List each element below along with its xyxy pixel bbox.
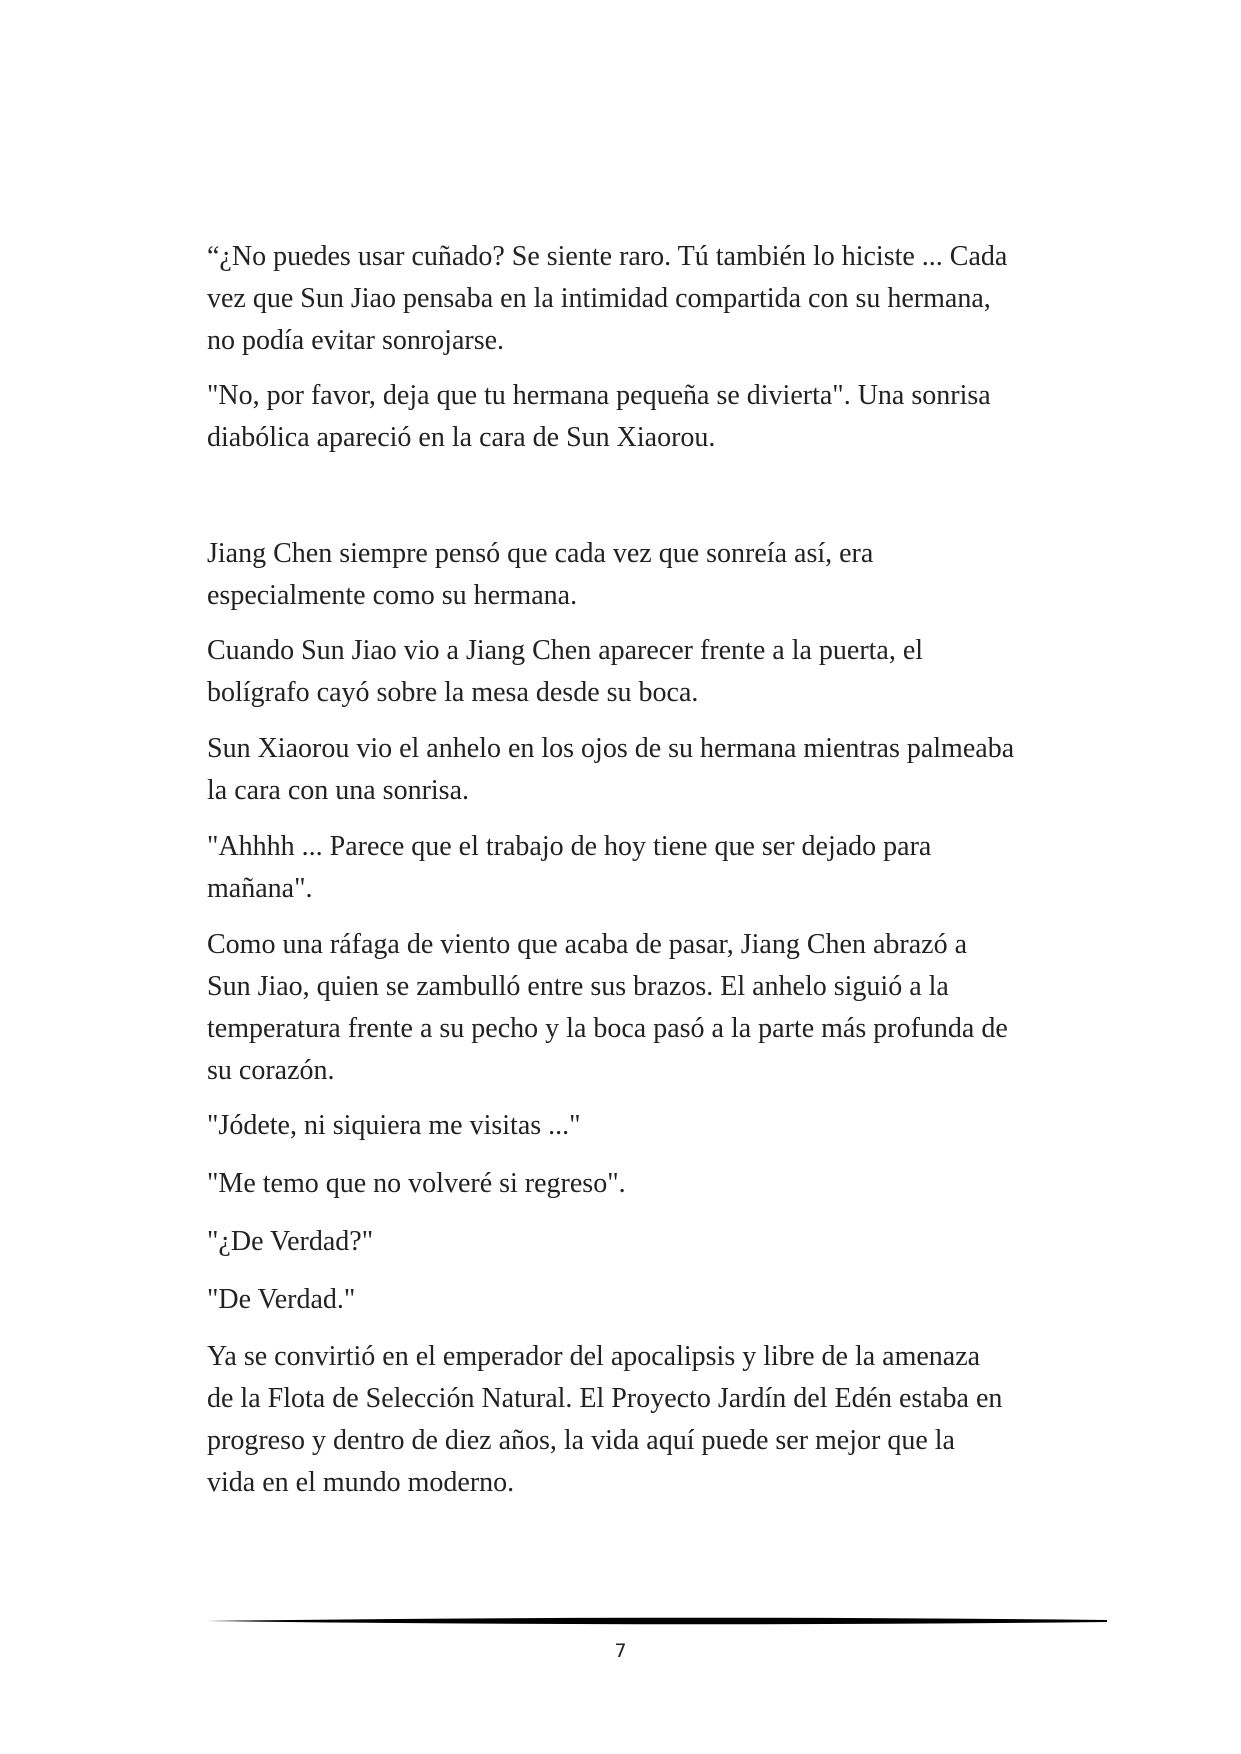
text-line: "¿De Verdad?" bbox=[207, 1226, 374, 1257]
paragraph bbox=[207, 1336, 1067, 1504]
text-line: no podía evitar sonrojarse. bbox=[207, 325, 505, 356]
text-line: “¿No puedes usar cuñado? Se siente raro. Tú también lo hiciste ... Cada bbox=[207, 241, 1008, 272]
text-line: progreso y dentro de diez años, la vida aquí puede ser mejor que la bbox=[207, 1425, 955, 1456]
text-line: la cara con una sonrisa. bbox=[207, 775, 469, 806]
text-line: "No, por favor, deja que tu hermana pequeña se divierta". Una sonrisa bbox=[207, 380, 991, 411]
text-line: Ya se convirtió en el emperador del apocalipsis y libre de la amenaza bbox=[207, 1341, 981, 1372]
paragraph bbox=[207, 728, 1067, 812]
text-line: especialmente como su hermana. bbox=[207, 580, 578, 611]
paragraph bbox=[207, 236, 1067, 362]
text-line: vez que Sun Jiao pensaba en la intimidad compartida con su hermana, bbox=[207, 283, 991, 314]
text-line: Sun Xiaorou vio el anhelo en los ojos de su hermana mientras palmeaba bbox=[207, 733, 1015, 764]
text-line: temperatura frente a su pecho y la boca pasó a la parte más profunda de bbox=[207, 1013, 1008, 1044]
paragraph bbox=[207, 826, 1067, 910]
text-line: "Me temo que no volveré si regreso". bbox=[207, 1168, 626, 1199]
text-line: Sun Jiao, quien se zambulló entre sus brazos. El anhelo siguió a la bbox=[207, 971, 949, 1002]
paragraph bbox=[207, 1105, 1067, 1147]
paragraph bbox=[207, 1221, 1067, 1263]
text-line: bolígrafo cayó sobre la mesa desde su boca. bbox=[207, 677, 699, 708]
footer-divider bbox=[207, 1615, 1107, 1627]
paragraph bbox=[207, 375, 1067, 459]
text-line: Como una ráfaga de viento que acaba de pasar, Jiang Chen abrazó a bbox=[207, 929, 967, 960]
paragraph bbox=[207, 533, 1067, 617]
paragraph bbox=[207, 1163, 1067, 1205]
text-line: diabólica apareció en la cara de Sun Xiaorou. bbox=[207, 422, 716, 453]
text-line: "Jódete, ni siquiera me visitas ..." bbox=[207, 1110, 581, 1141]
text-line: "De Verdad." bbox=[207, 1284, 356, 1315]
text-line: "Ahhhh ... Parece que el trabajo de hoy tiene que ser dejado para bbox=[207, 831, 932, 862]
paragraph bbox=[207, 630, 1067, 714]
text-line: vida en el mundo moderno. bbox=[207, 1467, 515, 1498]
paragraph bbox=[207, 924, 1067, 1092]
paragraph bbox=[207, 1279, 1067, 1321]
text-line: su corazón. bbox=[207, 1055, 335, 1086]
text-line: de la Flota de Selección Natural. El Proyecto Jardín del Edén estaba en bbox=[207, 1383, 1003, 1414]
text-line: Jiang Chen siempre pensó que cada vez que sonreía así, era bbox=[207, 538, 874, 569]
text-line: Cuando Sun Jiao vio a Jiang Chen aparecer frente a la puerta, el bbox=[207, 635, 924, 666]
text-line: mañana". bbox=[207, 873, 313, 904]
page-number: 7 bbox=[614, 1640, 627, 1662]
